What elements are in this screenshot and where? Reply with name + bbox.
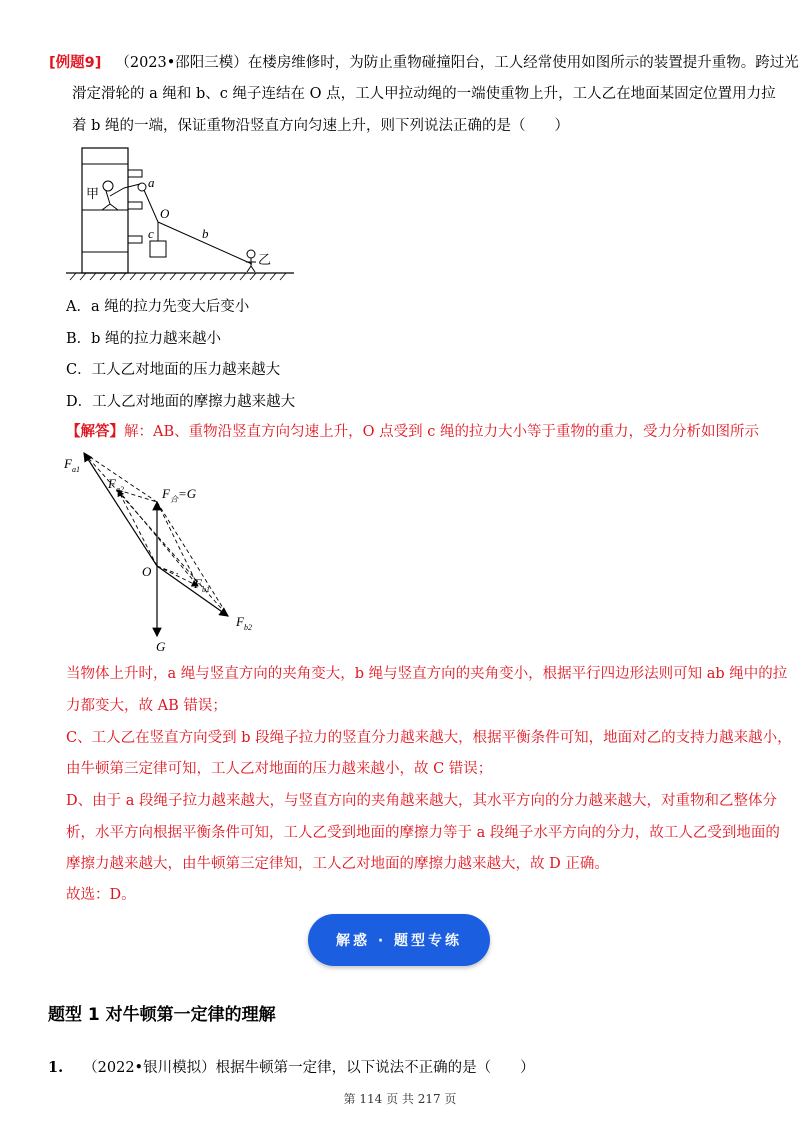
force-analysis-figure bbox=[60, 448, 270, 656]
label-c: c bbox=[148, 226, 154, 241]
question-practice-button[interactable]: 解惑 · 题型专练 bbox=[308, 914, 490, 966]
option-a: A．a 绳的拉力先变大后变小 bbox=[66, 299, 250, 315]
label-Fb1: $F_{b1}$ bbox=[194, 576, 210, 594]
solution-p3-line1: D、由于 a 段绳子拉力越来越大，与竖直方向的夹角越来越大，其水平方向的分力越来越大，对重物和乙整体分 bbox=[66, 793, 777, 809]
solution-p2-line1: C、工人乙在竖直方向受到 b 段绳子拉力的竖直分力越来越大，根据平衡条件可知，地面对乙的支持力越来越小， bbox=[66, 730, 792, 746]
question-1-number: 1. bbox=[48, 1059, 64, 1076]
example-question-line2: 滑定滑轮的 a 绳和 b、c 绳子连结在 O 点，工人甲拉动绳的一端使重物上升，工人乙在地面某固定位置用力拉 bbox=[72, 86, 776, 102]
label-yi: 乙 bbox=[258, 252, 272, 267]
example-tag: [例题9] bbox=[49, 55, 102, 71]
label-a: a bbox=[148, 175, 155, 190]
section-title: 题型 1 对牛顿第一定律的理解 bbox=[48, 1005, 276, 1025]
label-Fa2: $F_{a2}$ bbox=[108, 476, 124, 494]
page-footer: 第 114 页 共 217 页 bbox=[343, 1092, 457, 1106]
option-b: B．b 绳的拉力越来越小 bbox=[66, 331, 222, 347]
label-O-point: O bbox=[142, 564, 152, 579]
label-Fa1: $F_{a1}$ bbox=[64, 456, 80, 474]
label-G: G bbox=[156, 639, 166, 654]
label-Fhe: $F_合=G$ bbox=[162, 486, 197, 504]
option-d: D．工人乙对地面的摩擦力越来越大 bbox=[66, 394, 296, 410]
question-1 bbox=[48, 1058, 535, 1078]
option-c: C．工人乙对地面的压力越来越大 bbox=[66, 362, 281, 378]
pulley-setup-figure bbox=[66, 144, 296, 282]
label-Fb2: $F_{b2}$ bbox=[236, 614, 252, 632]
question-1-text: （2022•银川模拟）根据牛顿第一定律，以下说法不正确的是（ ） bbox=[83, 1060, 535, 1076]
solution-p1-line2: 力都变大，故 AB 错误； bbox=[66, 698, 227, 714]
answer-tag: 【解答】 bbox=[66, 423, 124, 440]
solution-p2-line2: 由牛顿第三定律可知，工人乙对地面的压力越来越小，故 C 错误； bbox=[66, 761, 493, 777]
solution-p3-line2: 析，水平方向根据平衡条件可知，工人乙受到地面的摩擦力等于 a 段绳子水平方向的分力，故工人乙受到地面的 bbox=[66, 825, 780, 841]
label-O: O bbox=[160, 206, 170, 221]
solution-final: 故选：D。 bbox=[66, 887, 136, 903]
label-jia: 甲 bbox=[86, 186, 100, 201]
answer-intro-text: 解：AB、重物沿竖直方向匀速上升，O 点受到 c 绳的拉力大小等于重物的重力，受力分析如图所示 bbox=[124, 424, 759, 440]
solution-p3-line3: 摩擦力越来越大，由牛顿第三定律知，工人乙对地面的摩擦力越来越大，故 D 正确。 bbox=[66, 856, 609, 872]
solution-p1-line1: 当物体上升时，a 绳与竖直方向的夹角变大，b 绳与竖直方向的夹角变小，根据平行四边形法则可知 ab 绳中的拉 bbox=[66, 666, 788, 682]
example-q-text1: （2023•邵阳三模）在楼房维修时，为防止重物碰撞阳台，工人经常使用如图所示的装置提升重物。跨过光 bbox=[115, 55, 799, 71]
answer-intro bbox=[66, 422, 759, 442]
label-b: b bbox=[202, 226, 209, 241]
example-question-line1 bbox=[49, 53, 799, 73]
example-question-line3: 着 b 绳的一端，保证重物沿竖直方向匀速上升，则下列说法正确的是（ ） bbox=[72, 118, 569, 134]
